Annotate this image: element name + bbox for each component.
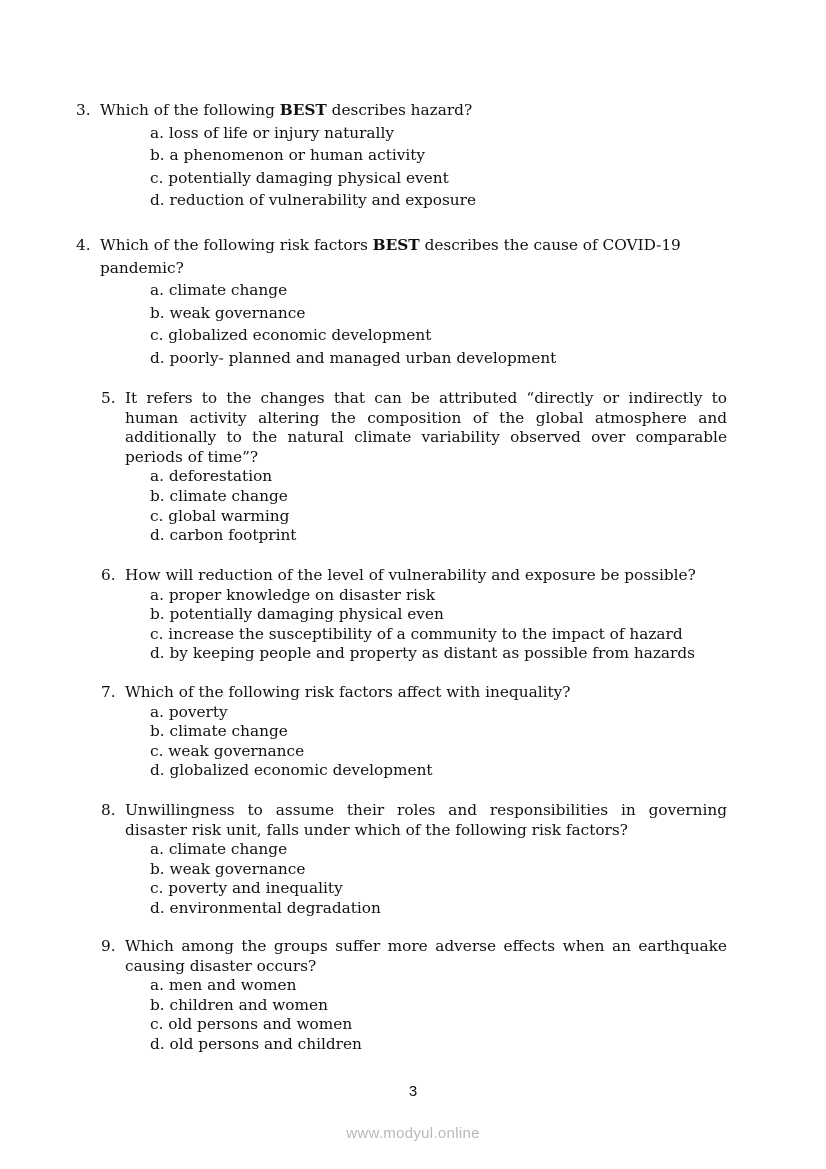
option: c. old persons and women bbox=[150, 1015, 353, 1034]
stem-text: describes hazard? bbox=[326, 101, 473, 119]
question-number: 7. bbox=[101, 683, 116, 701]
option: b. a phenomenon or human activity bbox=[150, 146, 426, 164]
question-stem bbox=[101, 937, 727, 976]
question-number: 3. bbox=[76, 101, 91, 119]
question-stem bbox=[101, 389, 727, 467]
option: b. climate change bbox=[150, 486, 288, 505]
question-stem bbox=[101, 801, 727, 840]
question-stem bbox=[101, 566, 765, 586]
option: c. potentially damaging physical event bbox=[150, 168, 449, 187]
question-4 bbox=[76, 234, 715, 369]
stem-text: It refers to the changes that can be attributed “directly or indirectly to human activity altering the composition of the global atmosphere and additionally to the natural climate variability observed over comparable periods of time”? bbox=[125, 389, 727, 466]
option: a. poverty bbox=[150, 702, 228, 721]
stem-text: Unwillingness to assume their roles and responsibilities in governing disaster risk unit, falls under which of the following risk factors? bbox=[125, 801, 727, 839]
option: b. potentially damaging physical even bbox=[150, 605, 444, 624]
option: b. weak governance bbox=[150, 859, 306, 878]
option: d. globalized economic development bbox=[150, 761, 433, 780]
question-stem bbox=[76, 234, 715, 279]
option: d. poorly- planned and managed urban development bbox=[150, 348, 557, 367]
option: d. reduction of vulnerability and exposure bbox=[150, 191, 477, 209]
question-number: 8. bbox=[101, 801, 116, 819]
option: c. globalized economic development bbox=[150, 326, 432, 344]
question-number: 6. bbox=[101, 566, 116, 584]
question-8 bbox=[101, 801, 727, 919]
question-9 bbox=[101, 937, 727, 1055]
option: d. environmental degradation bbox=[150, 898, 381, 917]
question-stem bbox=[76, 99, 730, 122]
question-number: 9. bbox=[101, 937, 116, 955]
option: d. by keeping people and property as distant as possible from hazards bbox=[150, 644, 695, 663]
option: d. carbon footprint bbox=[150, 526, 297, 545]
option: a. climate change bbox=[150, 840, 288, 859]
stem-text: Which of the following risk factors bbox=[100, 236, 373, 254]
option: c. increase the susceptibility of a community to the impact of hazard bbox=[150, 624, 683, 643]
option: b. children and women bbox=[150, 995, 328, 1014]
stem-text: Which of the following bbox=[100, 101, 280, 119]
option: a. men and women bbox=[150, 976, 297, 995]
question-5 bbox=[101, 389, 727, 546]
question-3 bbox=[76, 99, 730, 212]
question-7 bbox=[101, 683, 765, 781]
question-number: 5. bbox=[101, 389, 116, 407]
option: c. poverty and inequality bbox=[150, 879, 343, 898]
question-6 bbox=[101, 566, 765, 664]
option: b. climate change bbox=[150, 722, 288, 741]
question-stem bbox=[101, 683, 765, 703]
stem-text: describes the cause of COVID-19 pandemic? bbox=[100, 236, 681, 277]
option: a. proper knowledge on disaster risk bbox=[150, 585, 436, 604]
emphasis: BEST bbox=[279, 101, 327, 119]
watermark: www.modyul.online bbox=[346, 1125, 480, 1142]
option: b. weak governance bbox=[150, 303, 306, 322]
option: a. deforestation bbox=[150, 467, 273, 486]
question-number: 4. bbox=[76, 236, 91, 254]
emphasis: BEST bbox=[372, 236, 420, 254]
page-number: 3 bbox=[408, 1083, 418, 1100]
option: a. climate change bbox=[150, 281, 288, 299]
option: c. global warming bbox=[150, 506, 290, 525]
option: d. old persons and children bbox=[150, 1034, 362, 1053]
stem-text: Which among the groups suffer more adverse effects when an earthquake causing disaster occurs? bbox=[125, 937, 727, 975]
stem-text: Which of the following risk factors affect with inequality? bbox=[125, 683, 571, 701]
option: a. loss of life or injury naturally bbox=[150, 123, 394, 142]
option: c. weak governance bbox=[150, 741, 305, 760]
stem-text: How will reduction of the level of vulnerability and exposure be possible? bbox=[125, 566, 696, 584]
